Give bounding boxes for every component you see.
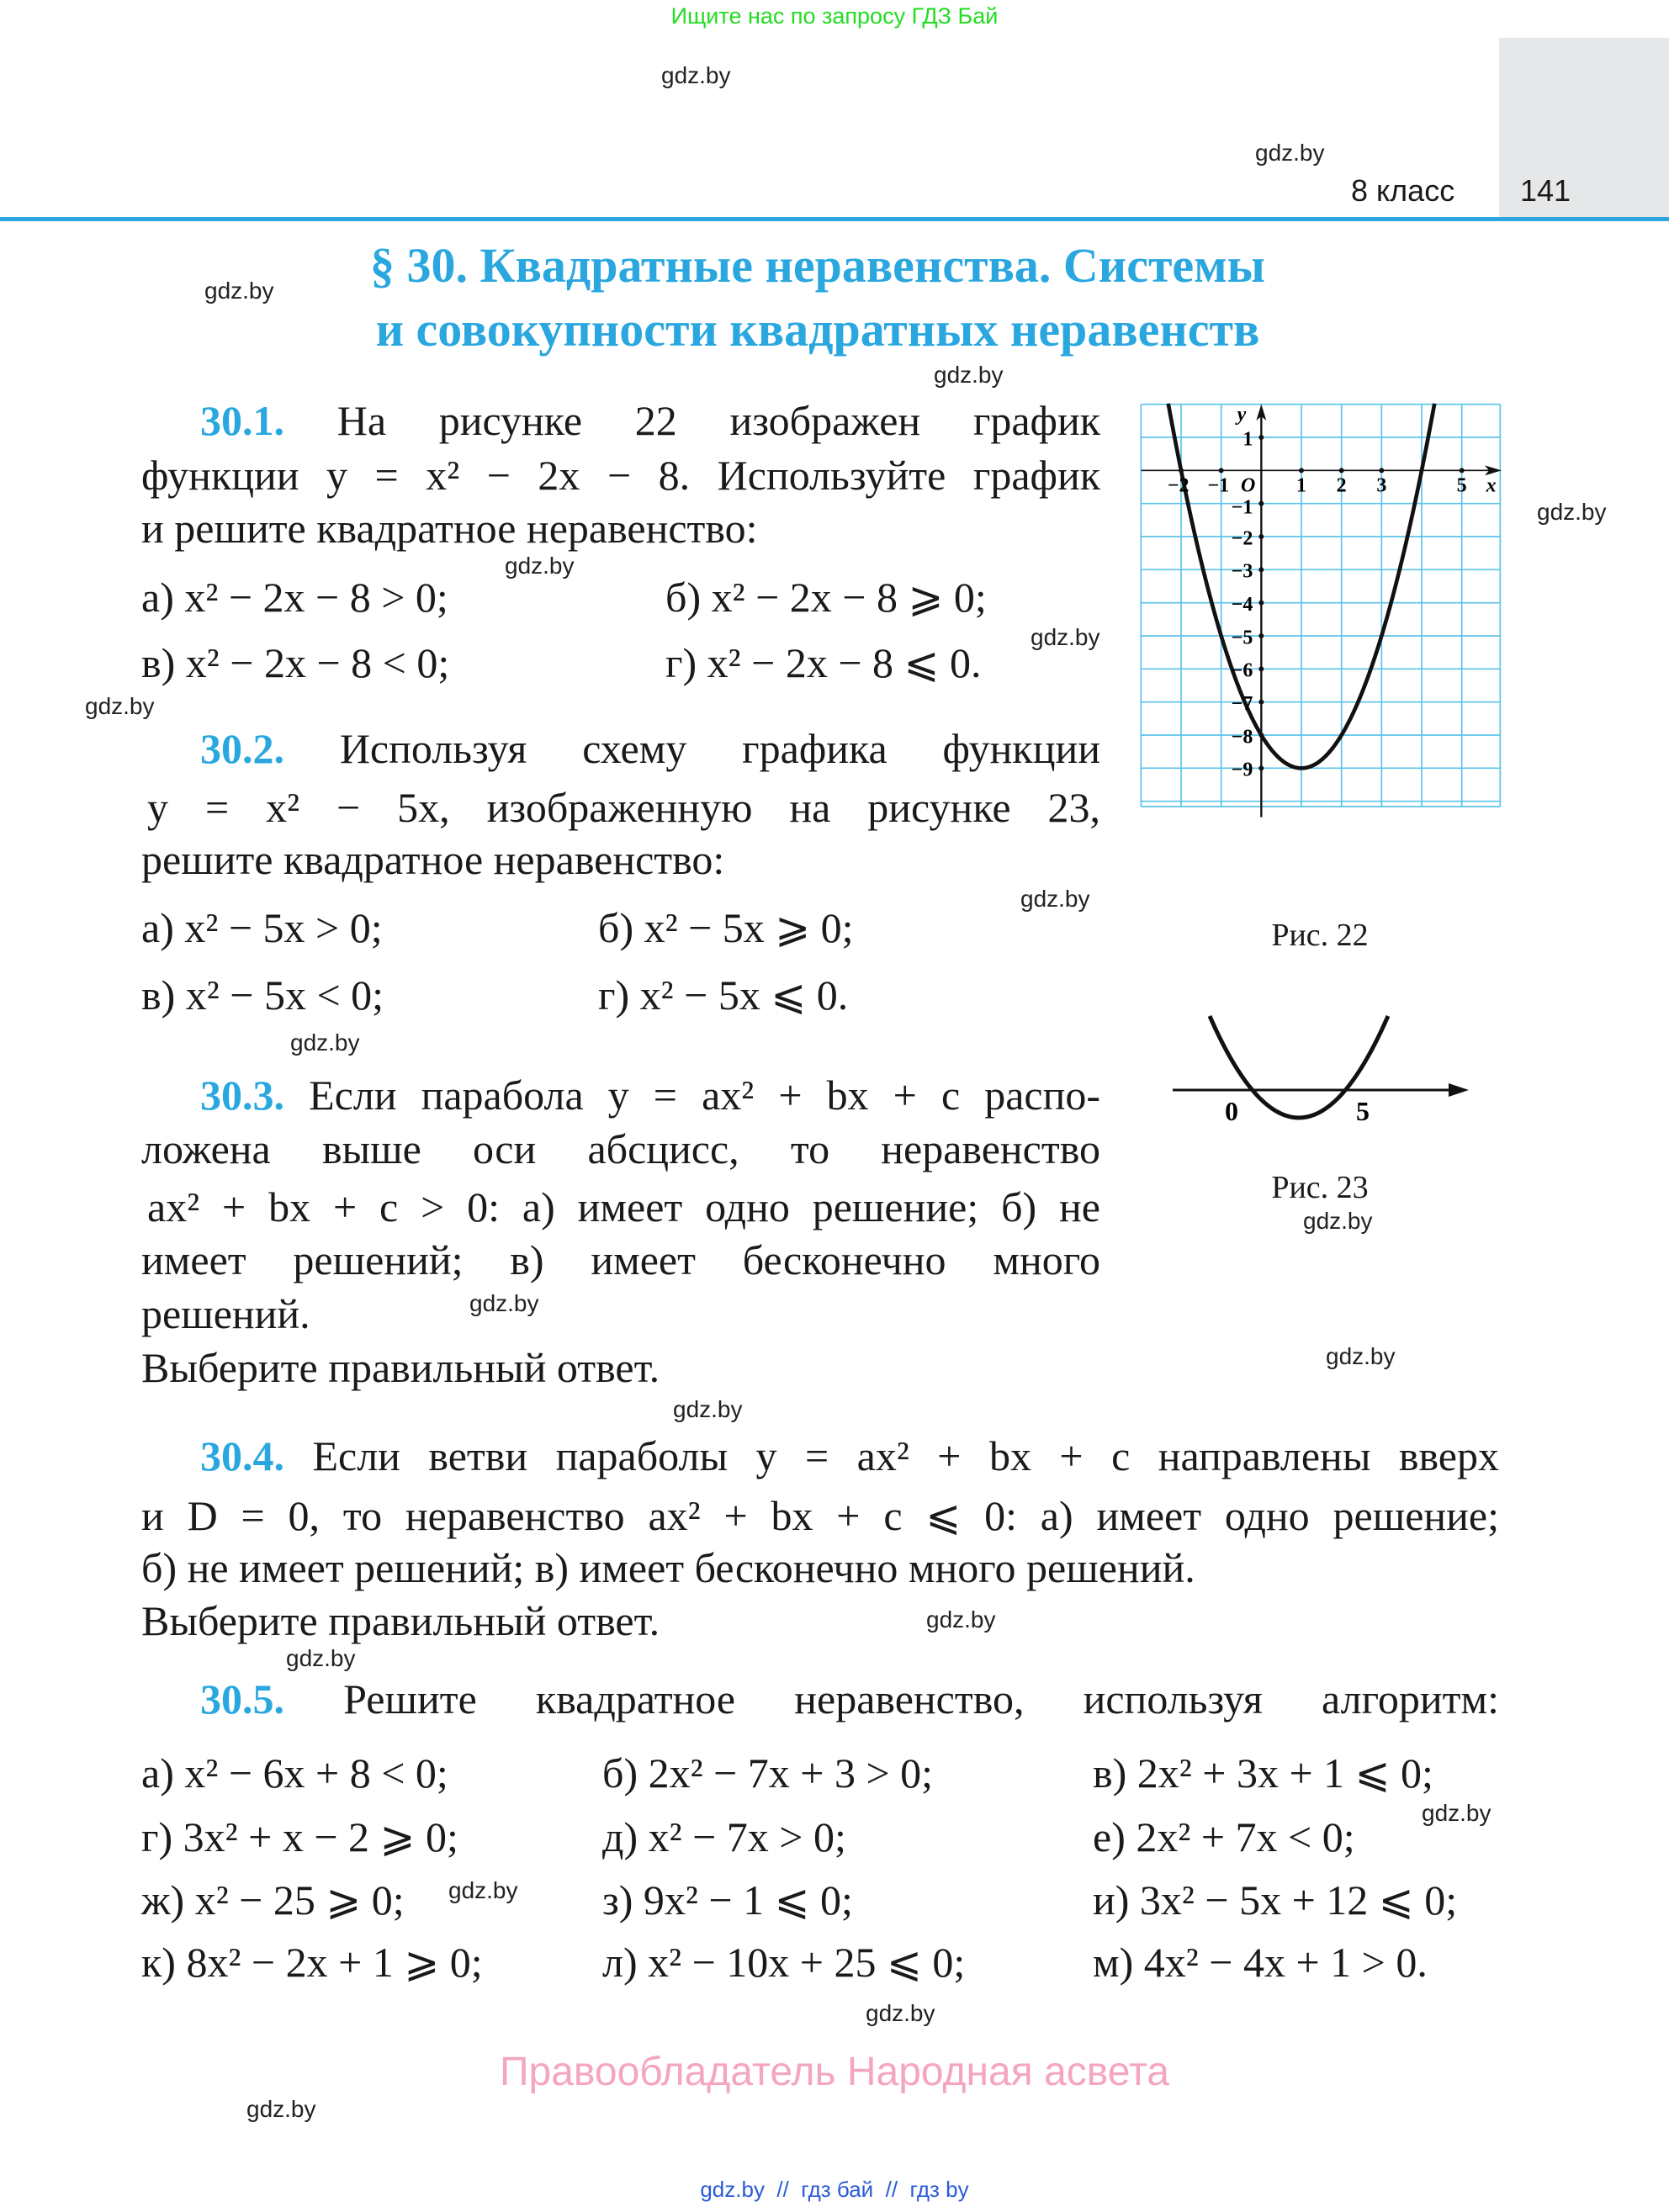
watermark: gdz.by (448, 1877, 518, 1903)
footer-links[interactable]: gdz.by // гдз бай // гдз by (700, 2177, 969, 2202)
y-tick-label: 1 (1242, 428, 1253, 451)
watermark: gdz.by (926, 1606, 996, 1633)
exercise-30-1-item-a: а) x² − 2x − 8 > 0; (141, 574, 448, 621)
exercise-30-2-line: y = x² − 5x, изображенную на рисунке 23, (147, 784, 1100, 831)
tick-dot (1258, 666, 1264, 671)
y-tick-label: −1 (1231, 496, 1253, 519)
watermark: gdz.by (469, 1290, 539, 1316)
tick-dot (1460, 468, 1465, 473)
tick-dot (1258, 501, 1264, 506)
header-divider (0, 217, 1669, 221)
section-title-line2: и совокупности квадратных неравенств (375, 302, 1260, 357)
exercise-30-2-item-a: а) x² − 5x > 0; (141, 904, 383, 951)
exercise-30-5-item: д) x² − 7x > 0; (602, 1813, 846, 1860)
exercise-number: 30.2. (200, 725, 284, 772)
watermark: gdz.by (505, 553, 575, 579)
tick-dot (1379, 468, 1384, 473)
exercise-number: 30.1. (200, 397, 284, 444)
exercise-30-1-item-b: б) x² − 2x − 8 ⩾ 0; (665, 574, 987, 621)
exercise-30-5-item: в) 2x² + 3x + 1 ⩽ 0; (1093, 1749, 1433, 1797)
promo-banner[interactable]: Ищите нас по запросу ГДЗ Бай (670, 3, 999, 29)
y-tick-label: −4 (1231, 594, 1253, 616)
exercise-30-5-item: г) 3x² + x − 2 ⩾ 0; (141, 1813, 458, 1860)
exercise-30-3-line: ax² + bx + c > 0: а) имеет одно решение; б) не (147, 1183, 1100, 1230)
watermark: gdz.by (1255, 140, 1325, 166)
text: Решите квадратное неравенство, используя алгоритм: (343, 1675, 1499, 1723)
exercise-30-5-item: м) 4x² − 4x + 1 > 0. (1093, 1939, 1428, 1986)
tick-dot (1258, 567, 1264, 572)
y-tick-label: −2 (1231, 527, 1253, 550)
exercise-30-5-item: к) 8x² − 2x + 1 ⩾ 0; (141, 1939, 483, 1986)
watermark: gdz.by (934, 362, 1004, 388)
exercise-30-3-line (141, 1070, 1100, 1120)
exercise-30-5-item: и) 3x² − 5x + 12 ⩽ 0; (1093, 1876, 1458, 1924)
watermark: gdz.by (1020, 886, 1090, 912)
exercise-number: 30.4. (200, 1432, 284, 1479)
exercise-30-2-line (141, 723, 1100, 774)
y-tick-label: −5 (1231, 627, 1253, 649)
exercise-30-5-item: з) 9x² − 1 ⩽ 0; (602, 1876, 853, 1924)
exercise-30-4-line (141, 1431, 1499, 1481)
tick-dot (1258, 700, 1264, 705)
y-tick-label: −7 (1231, 693, 1253, 715)
figure-23-caption: Рис. 23 (1271, 1170, 1369, 1205)
y-tick-label: −9 (1231, 759, 1253, 781)
text: Если ветви параболы y = ax² + bx + c направлены вверх (312, 1432, 1499, 1479)
tick-dot (1299, 468, 1304, 473)
exercise-30-1-line: и решите квадратное неравенство: (141, 505, 758, 552)
tick-dot (1258, 601, 1264, 606)
tick-dot (1219, 468, 1224, 473)
exercise-30-5-item: а) x² − 6x + 8 < 0; (141, 1749, 448, 1797)
tick-dot (1258, 733, 1264, 738)
x-axis-label: x (1486, 474, 1497, 497)
exercise-30-5-item: л) x² − 10x + 25 ⩽ 0; (602, 1939, 966, 1986)
origin-label: O (1241, 474, 1256, 497)
x-axis-arrow-icon (1449, 1083, 1469, 1097)
watermark: gdz.by (286, 1645, 356, 1671)
exercise-30-5-line (141, 1674, 1499, 1724)
x-tick-label: 3 (1376, 474, 1387, 497)
watermark: gdz.by (1537, 499, 1607, 525)
watermark: gdz.by (866, 2000, 935, 2026)
y-tick-label: −3 (1231, 560, 1253, 583)
exercise-30-1-line (141, 395, 1100, 446)
watermark: gdz.by (246, 2096, 316, 2122)
section-title-line1: § 30. Квадратные неравенства. Системы (370, 238, 1265, 293)
exercise-30-4-line: и D = 0, то неравенство ax² + bx + c ⩽ 0: а) имеет одно решение; (141, 1492, 1499, 1539)
root-right-label: 5 (1356, 1096, 1370, 1126)
watermark: gdz.by (290, 1029, 360, 1056)
x-tick-label: 1 (1296, 474, 1306, 497)
figure-22-caption: Рис. 22 (1271, 918, 1369, 953)
exercise-30-5-item: е) 2x² + 7x < 0; (1093, 1813, 1355, 1860)
tick-dot (1258, 435, 1264, 440)
tick-dot (1339, 468, 1344, 473)
exercise-30-2-item-g: г) x² − 5x ⩽ 0. (598, 971, 849, 1019)
exercise-number: 30.3. (200, 1072, 284, 1119)
watermark: gdz.by (1326, 1343, 1396, 1369)
y-tick-label: −8 (1231, 726, 1253, 749)
watermark: gdz.by (1422, 1800, 1492, 1826)
exercise-30-2-line: решите квадратное неравенство: (141, 836, 725, 883)
tick-dot (1179, 468, 1184, 473)
watermark: gdz.by (204, 278, 274, 304)
watermark: gdz.by (85, 693, 155, 719)
exercise-number: 30.5. (200, 1675, 284, 1723)
exercise-30-2-item-v: в) x² − 5x < 0; (141, 971, 384, 1019)
x-tick-label: −2 (1167, 474, 1189, 497)
exercise-30-1-line: функции y = x² − 2x − 8. Используйте график (141, 452, 1100, 499)
exercise-30-4-line: Выберите правильный ответ. (141, 1597, 660, 1644)
watermark: gdz.by (673, 1396, 743, 1422)
tick-dot (1258, 633, 1264, 638)
text: На рисунке 22 изображен график (336, 397, 1101, 444)
tick-dot (1258, 534, 1264, 539)
exercise-30-5-item: б) 2x² − 7x + 3 > 0; (602, 1749, 934, 1797)
watermark: gdz.by (1303, 1208, 1373, 1234)
figure-22-graph (1127, 387, 1514, 908)
x-tick-label: −1 (1207, 474, 1230, 497)
grade-label: 8 класс (1351, 173, 1455, 208)
exercise-30-3-line: Выберите правильный ответ. (141, 1344, 660, 1391)
root-left-label: 0 (1225, 1096, 1238, 1126)
copyright-notice: Правообладатель Народная асвета (500, 2050, 1169, 2094)
text: Используя схему графика функции (339, 725, 1101, 772)
page-number: 141 (1520, 173, 1571, 208)
exercise-30-3-line: имеет решений; в) имеет бесконечно много (141, 1236, 1100, 1283)
exercise-30-5-item: ж) x² − 25 ⩾ 0; (141, 1876, 405, 1924)
exercise-30-3-line: ложена выше оси абсцисс, то неравенство (141, 1125, 1100, 1172)
exercise-30-1-item-g: г) x² − 2x − 8 ⩽ 0. (665, 639, 982, 686)
tick-dot (1258, 765, 1264, 770)
exercise-30-4-line: б) не имеет решений; в) имеет бесконечно много решений. (141, 1544, 1195, 1591)
watermark: gdz.by (1031, 624, 1100, 650)
y-axis-label: y (1237, 404, 1247, 426)
exercise-30-3-line: решений. (141, 1290, 310, 1337)
x-tick-label: 5 (1456, 474, 1467, 497)
watermark: gdz.by (661, 62, 731, 88)
text: Если парабола y = ax² + bx + c распо- (309, 1072, 1100, 1119)
x-tick-label: 2 (1336, 474, 1347, 497)
figure-23-graph (1161, 1009, 1481, 1152)
y-tick-label: −6 (1231, 659, 1253, 682)
exercise-30-2-item-b: б) x² − 5x ⩾ 0; (598, 904, 854, 951)
exercise-30-1-item-v: в) x² − 2x − 8 < 0; (141, 639, 450, 686)
